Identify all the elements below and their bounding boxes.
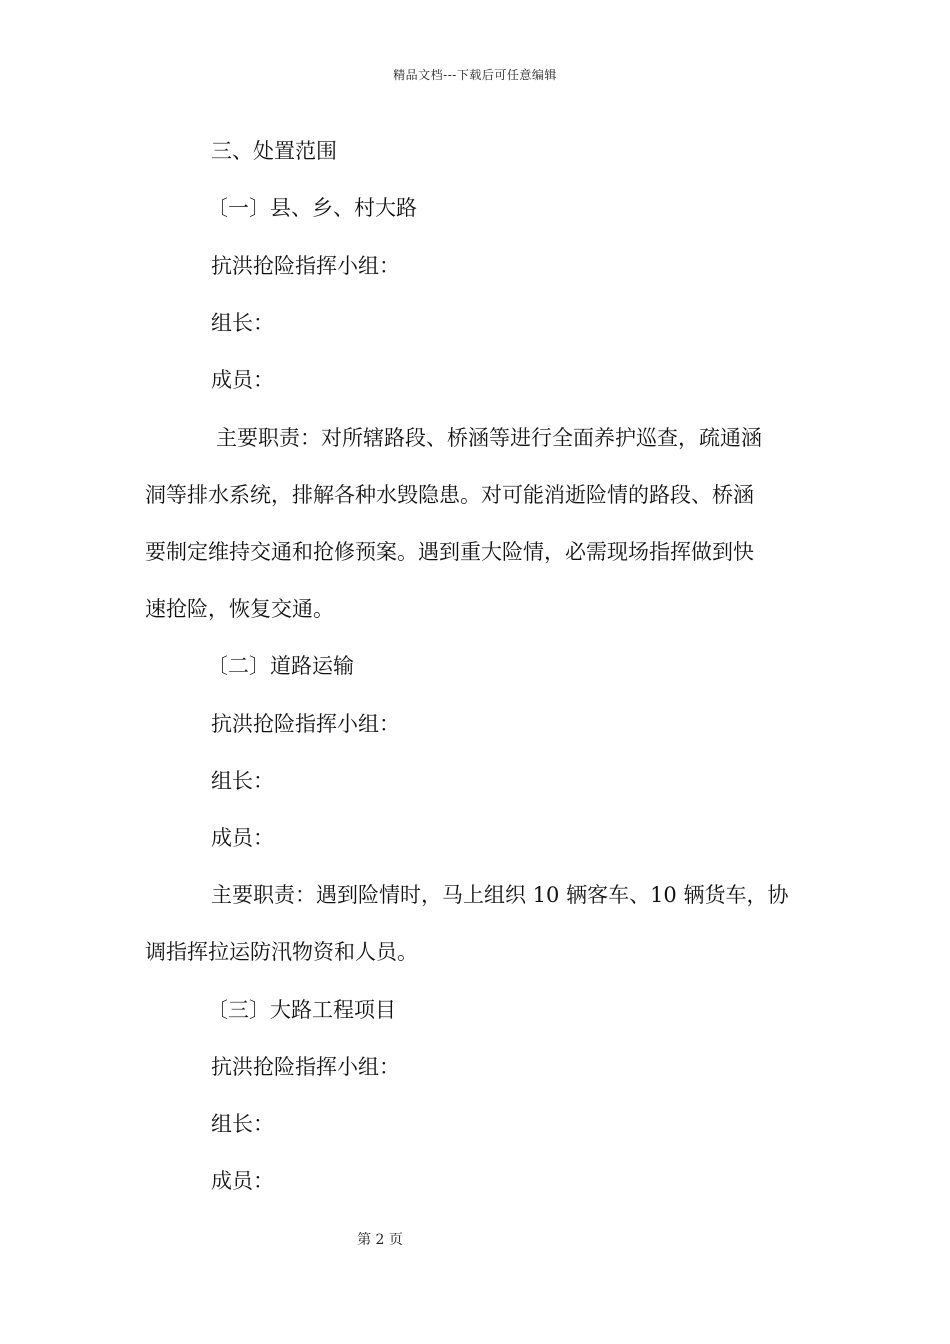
members-label-2: 成员：	[211, 826, 274, 850]
members-label-3: 成员：	[211, 1169, 274, 1193]
leader-label-2: 组长：	[211, 769, 274, 793]
duties-paragraph-1-line-2: 洞等排水系统，排解各种水毁隐患。对可能消逝险情的路段、桥涵	[145, 483, 754, 507]
section-title: 三、处置范围	[211, 139, 337, 163]
subsection-title-3: 〔三〕大路工程项目	[207, 998, 396, 1022]
duties-paragraph-1-line-4: 速抢险，恢复交通。	[145, 597, 334, 621]
duties-paragraph-1-line-1: 主要职责：对所辖路段、桥涵等进行全面养护巡查，疏通涵	[216, 426, 762, 450]
page-header: 精品文档---下载后可任意编辑	[393, 68, 557, 82]
group-label-1: 抗洪抢险指挥小组：	[211, 254, 400, 278]
group-label-2: 抗洪抢险指挥小组：	[211, 712, 400, 736]
page-number: 第 2 页	[357, 1232, 403, 1248]
duties-paragraph-1-line-3: 要制定维持交通和抢修预案。遇到重大险情，必需现场指挥做到快	[145, 540, 754, 564]
members-label-1: 成员：	[211, 368, 274, 392]
duties-paragraph-2-line-2: 调指挥拉运防汛物资和人员。	[145, 940, 418, 964]
group-label-3: 抗洪抢险指挥小组：	[211, 1055, 400, 1079]
subsection-title-2: 〔二〕道路运输	[207, 654, 354, 678]
subsection-title-1: 〔一〕县、乡、村大路	[207, 196, 417, 220]
duties-paragraph-2-line-1: 主要职责：遇到险情时，马上组织 10 辆客车、10 辆货车，协	[211, 883, 789, 907]
leader-label-1: 组长：	[211, 311, 274, 335]
leader-label-3: 组长：	[211, 1112, 274, 1136]
